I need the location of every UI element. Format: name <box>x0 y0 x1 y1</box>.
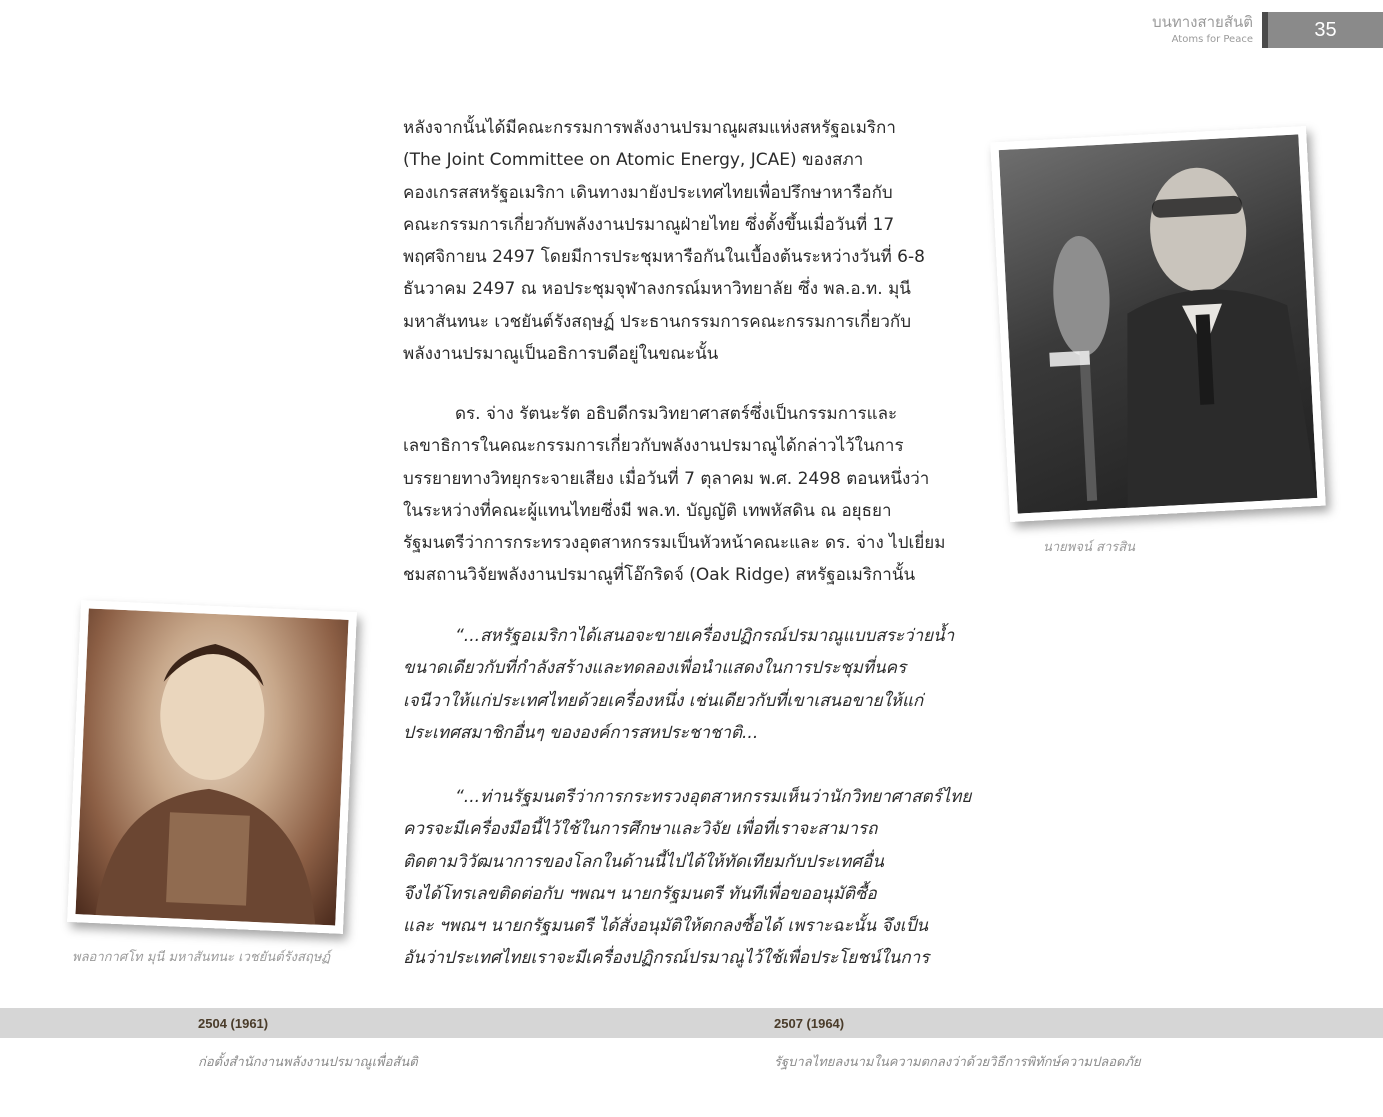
text-line: บรรยายทางวิทยุกระจายเสียง เมื่อวันที่ 7 ตุลาคม พ.ศ. 2498 ตอนหนึ่งว่า <box>403 468 930 489</box>
text-line: (The Joint Committee on Atomic Energy, JCAE) ของสภา <box>403 150 864 171</box>
text-line: ประเทศสมาชิกอื่นๆ ขององค์การสหประชาชาติ... <box>403 722 759 743</box>
text-line: จึงได้โทรเลขติดต่อกับ ฯพณฯ นายกรัฐมนตรี ทันทีเพื่อขออนุมัติซื้อ <box>403 883 877 904</box>
text-line: พฤศจิกายน 2497 โดยมีการประชุมหารือกันในเบื้องต้นระหว่างวันที่ 6-8 <box>403 247 925 268</box>
text-line: คณะกรรมการเกี่ยวกับพลังงานปรมาณูฝ่ายไทย ซึ่งตั้งขึ้นเมื่อวันที่ 17 <box>403 214 895 235</box>
timeline-year-1: 2504 (1961) <box>198 1016 269 1031</box>
timeline-event-1: ก่อตั้งสำนักงานพลังงานปรมาณูเพื่อสันติ <box>198 1055 418 1070</box>
microphone-portrait-illustration <box>999 134 1318 513</box>
text-line: “...ท่านรัฐมนตรีว่าการกระทรวงอุตสาหกรรมเห็นว่านักวิทยาศาสตร์ไทย <box>455 787 972 807</box>
text-line: ขนาดเดียวกับที่กำลังสร้างและทดลองเพื่อนำแสดงในการประชุมที่นคร <box>403 658 907 679</box>
uniform-portrait-illustration <box>75 608 348 925</box>
photo-caption-left: พลอากาศโท มุนี มหาสันทนะ เวชยันต์รังสฤษฏ์ <box>72 950 331 965</box>
text-line: รัฐมนตรีว่าการกระทรวงอุตสาหกรรมเป็นหัวหน้าคณะและ ดร. จ่าง ไปเยี่ยม <box>403 533 946 554</box>
text-line: ควรจะมีเครื่องมือนี้ไว้ใช้ในการศึกษาและวิจัย เพื่อที่เราจะสามารถ <box>403 819 878 840</box>
paragraph-2 <box>403 398 985 592</box>
text-line: เจนีวาให้แก่ประเทศไทยด้วยเครื่องหนึ่ง เช่นเดียวกับที่เขาเสนอขายให้แก่ <box>403 690 924 711</box>
photo-caption-right: นายพจน์ สารสิน <box>1043 540 1136 555</box>
text-line: ธันวาคม 2497 ณ หอประชุมจุฬาลงกรณ์มหาวิทยาลัย ซึ่ง พล.อ.ท. มุนี <box>403 279 911 300</box>
text-line: อันว่าประเทศไทยเราจะมีเครื่องปฏิกรณ์ปรมาณูไว้ใช้เพื่อประโยชน์ในการ <box>403 948 930 969</box>
portrait-photo-left <box>67 600 357 934</box>
running-header <box>1152 12 1253 48</box>
timeline-year-2: 2507 (1964) <box>774 1016 845 1031</box>
text-line: เลขาธิการในคณะกรรมการเกี่ยวกับพลังงานปรมาณูได้กล่าวไว้ในการ <box>403 436 904 457</box>
text-line: “...สหรัฐอเมริกาได้เสนอจะขายเครื่องปฏิกรณ์ปรมาณูแบบสระว่ายน้ำ <box>455 626 955 646</box>
text-line: คองเกรสสหรัฐอเมริกา เดินทางมายังประเทศไทยเพื่อปรึกษาหารือกับ <box>403 182 893 203</box>
quote-1 <box>403 620 985 749</box>
text-line: มหาสันทนะ เวชยันต์รังสฤษฏ์ ประธานกรรมการคณะกรรมการเกี่ยวกับ <box>403 311 911 332</box>
portrait-photo-right <box>990 126 1325 522</box>
page-number: 35 <box>1262 12 1383 48</box>
text-line: และ ฯพณฯ นายกรัฐมนตรี ได้สั่งอนุมัติให้ตกลงซื้อได้ เพราะฉะนั้น จึงเป็น <box>403 916 929 937</box>
text-line: ติดตามวิวัฒนาการของโลกในด้านนี้ไปได้ให้ทัดเทียมกับประเทศอื่น <box>403 851 884 872</box>
text-line: หลังจากนั้นได้มีคณะกรรมการพลังงานปรมาณูผสมแห่งสหรัฐอเมริกา <box>403 118 896 138</box>
text-line: ในระหว่างที่คณะผู้แทนไทยซึ่งมี พล.ท. บัญญัติ เทพหัสดิน ณ อยุธยา <box>403 500 892 521</box>
book-title: บนทางสายสันติ <box>1152 13 1253 31</box>
paragraph-1 <box>403 112 985 370</box>
text-line: พลังงานปรมาณูเป็นอธิการบดีอยู่ในขณะนั้น <box>403 344 719 365</box>
timeline-event-2: รัฐบาลไทยลงนามในความตกลงว่าด้วยวิธีการพิทักษ์ความปลอดภัย <box>774 1055 1141 1070</box>
quote-2 <box>403 781 985 975</box>
text-line: ชมสถานวิจัยพลังงานปรมาณูที่โอ๊กริดจ์ (Oak Ridge) สหรัฐอเมริกานั้น <box>403 565 916 586</box>
book-subtitle: Atoms for Peace <box>1171 34 1253 45</box>
text-line: ดร. จ่าง รัตนะรัต อธิบดีกรมวิทยาศาสตร์ซึ่งเป็นกรรมการและ <box>455 404 898 424</box>
